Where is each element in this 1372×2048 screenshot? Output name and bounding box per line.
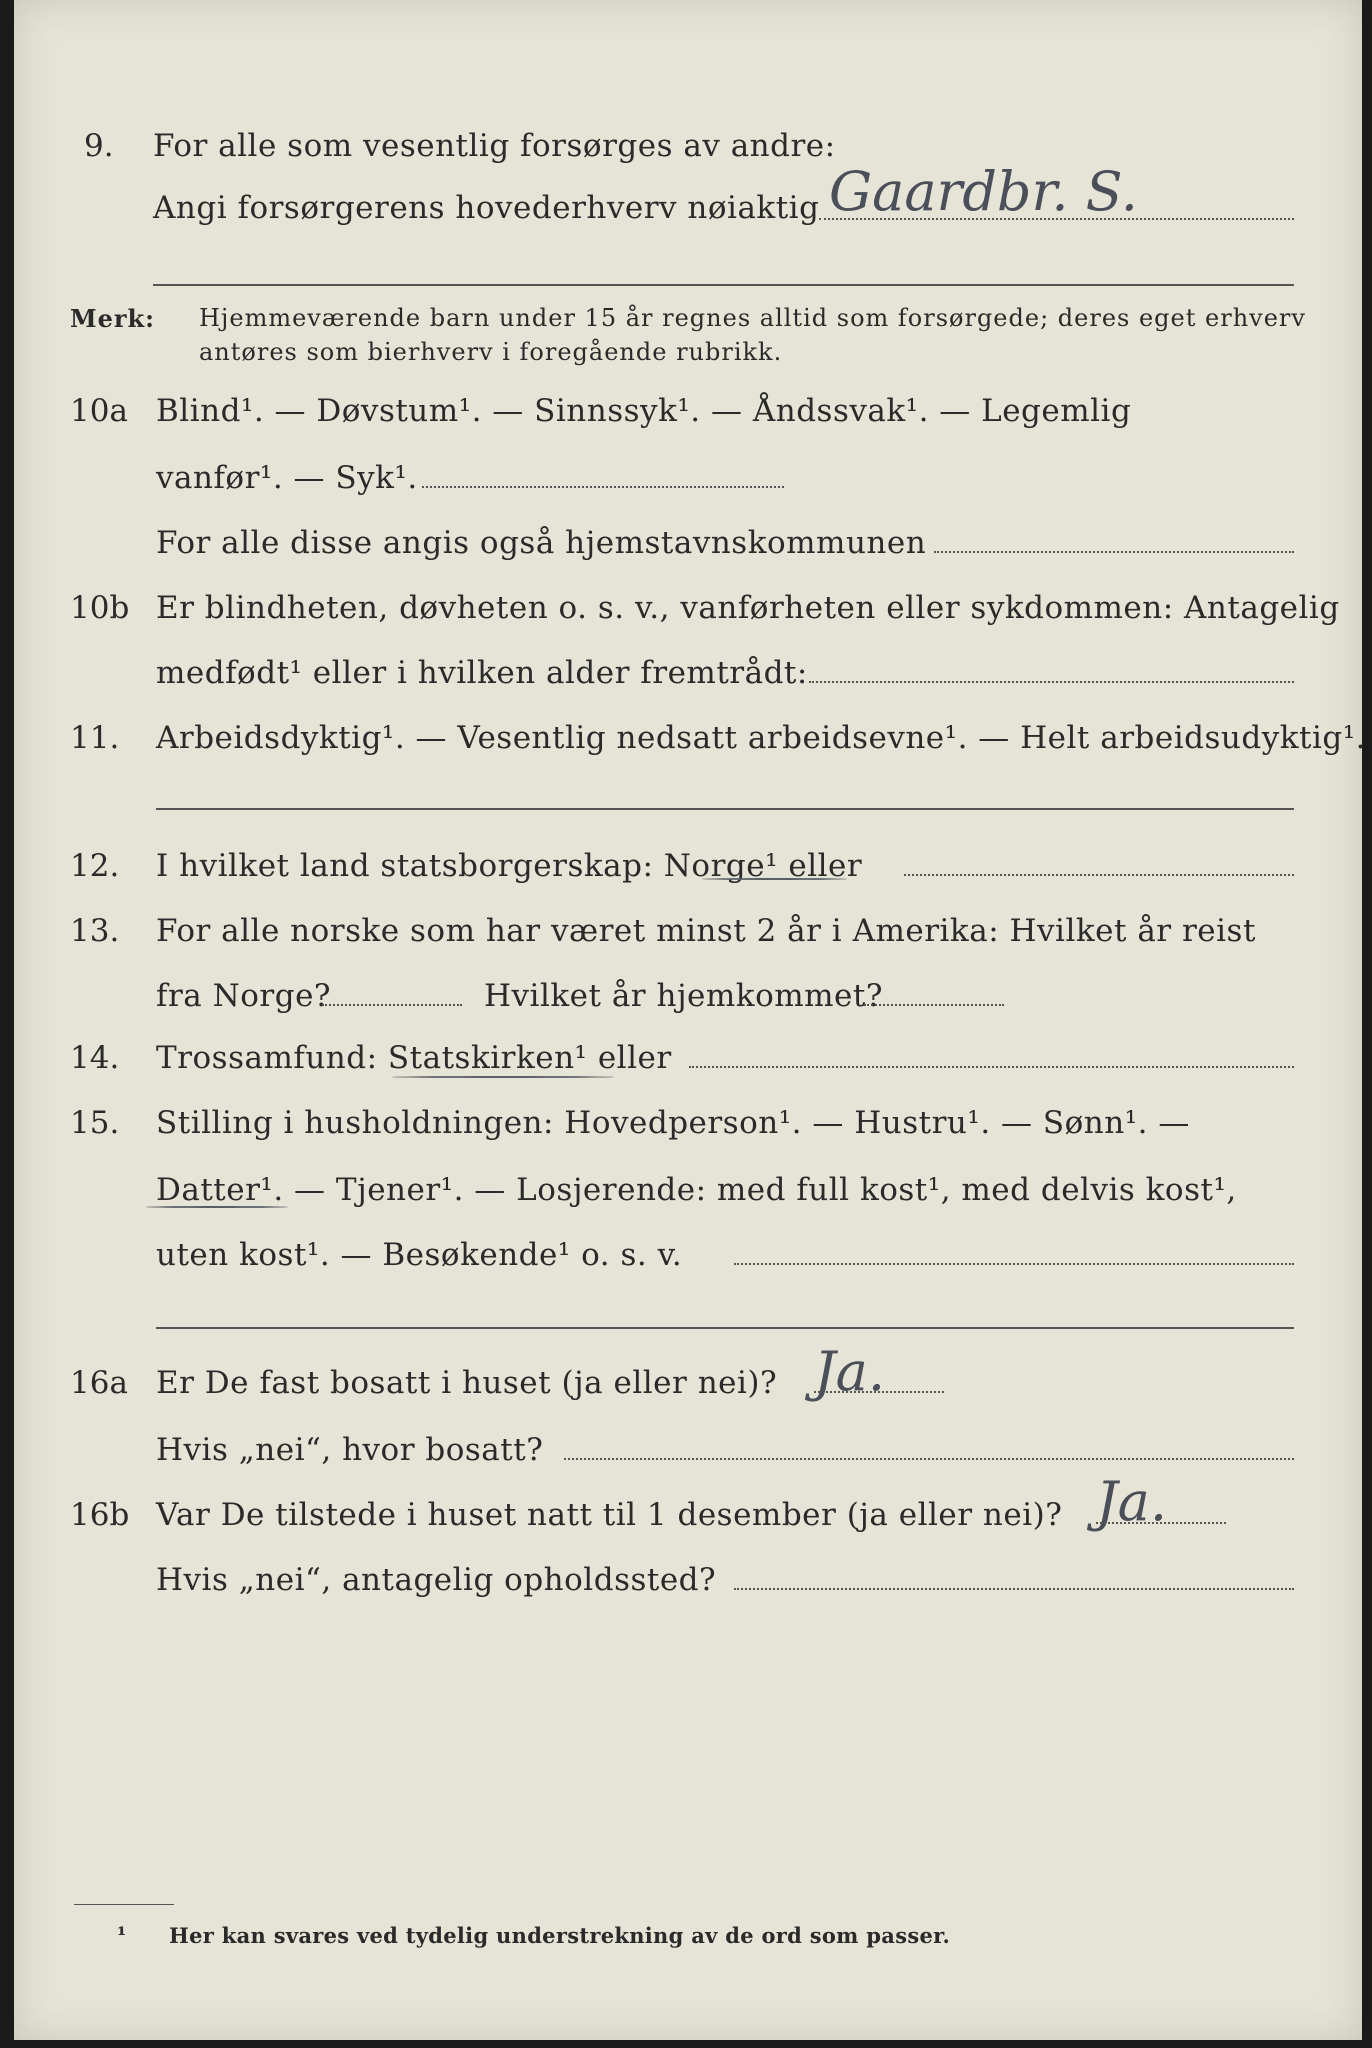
q13-line2a: fra Norge? [156,978,332,1014]
q16a-line2: Hvis „nei“, hvor bosatt? [156,1432,544,1468]
q15-number: 15. [70,1105,120,1141]
q11-line1: Arbeidsdyktig¹. — Vesentlig nedsatt arbeidsevne¹. — Helt arbeidsudyktig¹. [156,720,1367,756]
q16a-number: 16a [70,1365,128,1401]
q9-handwritten-answer: Gaardbr. S. [829,160,1138,223]
q15-besokende-line [734,1263,1294,1265]
q11-number: 11. [70,720,120,756]
q10b-line1: Er blindheten, døvheten o. s. v., vanførheten eller sykdommen: Antagelig [156,590,1340,626]
q16b-line1: Var De tilstede i huset natt til 1 desember (ja eller nei)? [156,1497,1063,1533]
q13-reist-line [322,1004,462,1006]
census-form-page [14,0,1367,2040]
q16a-answer-line [814,1391,944,1393]
q12-number: 12. [70,848,120,884]
q14-eller-line [689,1066,1294,1068]
q16b-answer-line [1096,1522,1226,1524]
q13-line1: For alle norske som har været minst 2 år i Amerika: Hvilket år reist [156,913,1256,949]
q16b-number: 16b [70,1497,130,1533]
q15-line3: uten kost¹. — Besøkende¹ o. s. v. [156,1237,683,1273]
merk-line2: antøres som bierhverv i foregående rubrikk. [199,338,783,366]
q11-blank-rule [156,808,1294,810]
q9-answer-line [819,218,1294,220]
q10a-line2: vanfør¹. — Syk¹. [156,460,418,496]
q9-line2: Angi forsørgerens hovederhverv nøiaktig [153,190,820,226]
q16b-line2: Hvis „nei“, antagelig opholdssted? [156,1562,717,1598]
q15-blank-rule [156,1327,1294,1329]
q13-line2b: Hvilket år hjemkommet? [484,978,883,1014]
q15-line2: Datter¹. — Tjener¹. — Losjerende: med full kost¹, med delvis kost¹, [156,1172,1237,1208]
q16a-bosatt-line [564,1458,1294,1460]
q10a-line1: Blind¹. — Døvstum¹. — Sinnssyk¹. — Åndssvak¹. — Legemlig [156,393,1132,429]
q14-statskirken-underline [392,1076,614,1078]
merk-label: Merk: [70,304,155,333]
q12-eller-line [904,874,1294,876]
q14-line1: Trossamfund: Statskirken¹ eller [156,1040,672,1076]
q13-number: 13. [70,913,120,949]
q10b-line2: medfødt¹ eller i hvilken alder fremtrådt: [156,655,808,691]
merk-line1: Hjemmeværende barn under 15 år regnes alltid som forsørgede; deres eget erhverv [199,304,1306,332]
q13-hjemkommet-line [864,1004,1004,1006]
q15-datter-underline [146,1206,288,1208]
q9-blank-rule [153,284,1294,286]
q15-line1: Stilling i husholdningen: Hovedperson¹. — Hustru¹. — Sønn¹. — [156,1105,1190,1141]
q9-line1: For alle som vesentlig forsørges av andre: [153,128,836,164]
footnote-mark: ¹ [117,1922,127,1947]
q12-line1: I hvilket land statsborgerskap: Norge¹ eller [156,848,863,884]
q16a-line1: Er De fast bosatt i huset (ja eller nei)? [156,1365,778,1401]
q16a-handwritten-answer: Ja. [814,1340,886,1403]
q10a-number: 10a [70,393,128,429]
q10a-line3: For alle disse angis også hjemstavnskommunen [156,525,927,561]
q10b-alder-line [809,681,1294,683]
q9-number: 9. [84,128,114,164]
q14-number: 14. [70,1040,120,1076]
footnote-text: Her kan svares ved tydelig understrekning av de ord som passer. [169,1923,951,1948]
footnote-rule [74,1904,174,1905]
q10b-number: 10b [70,590,130,626]
q10a-syk-line [422,486,784,488]
q12-norge-underline [702,878,847,880]
q16b-handwritten-answer: Ja. [1096,1470,1168,1533]
q16b-opholdssted-line [734,1588,1294,1590]
q10a-kommune-line [934,551,1294,553]
